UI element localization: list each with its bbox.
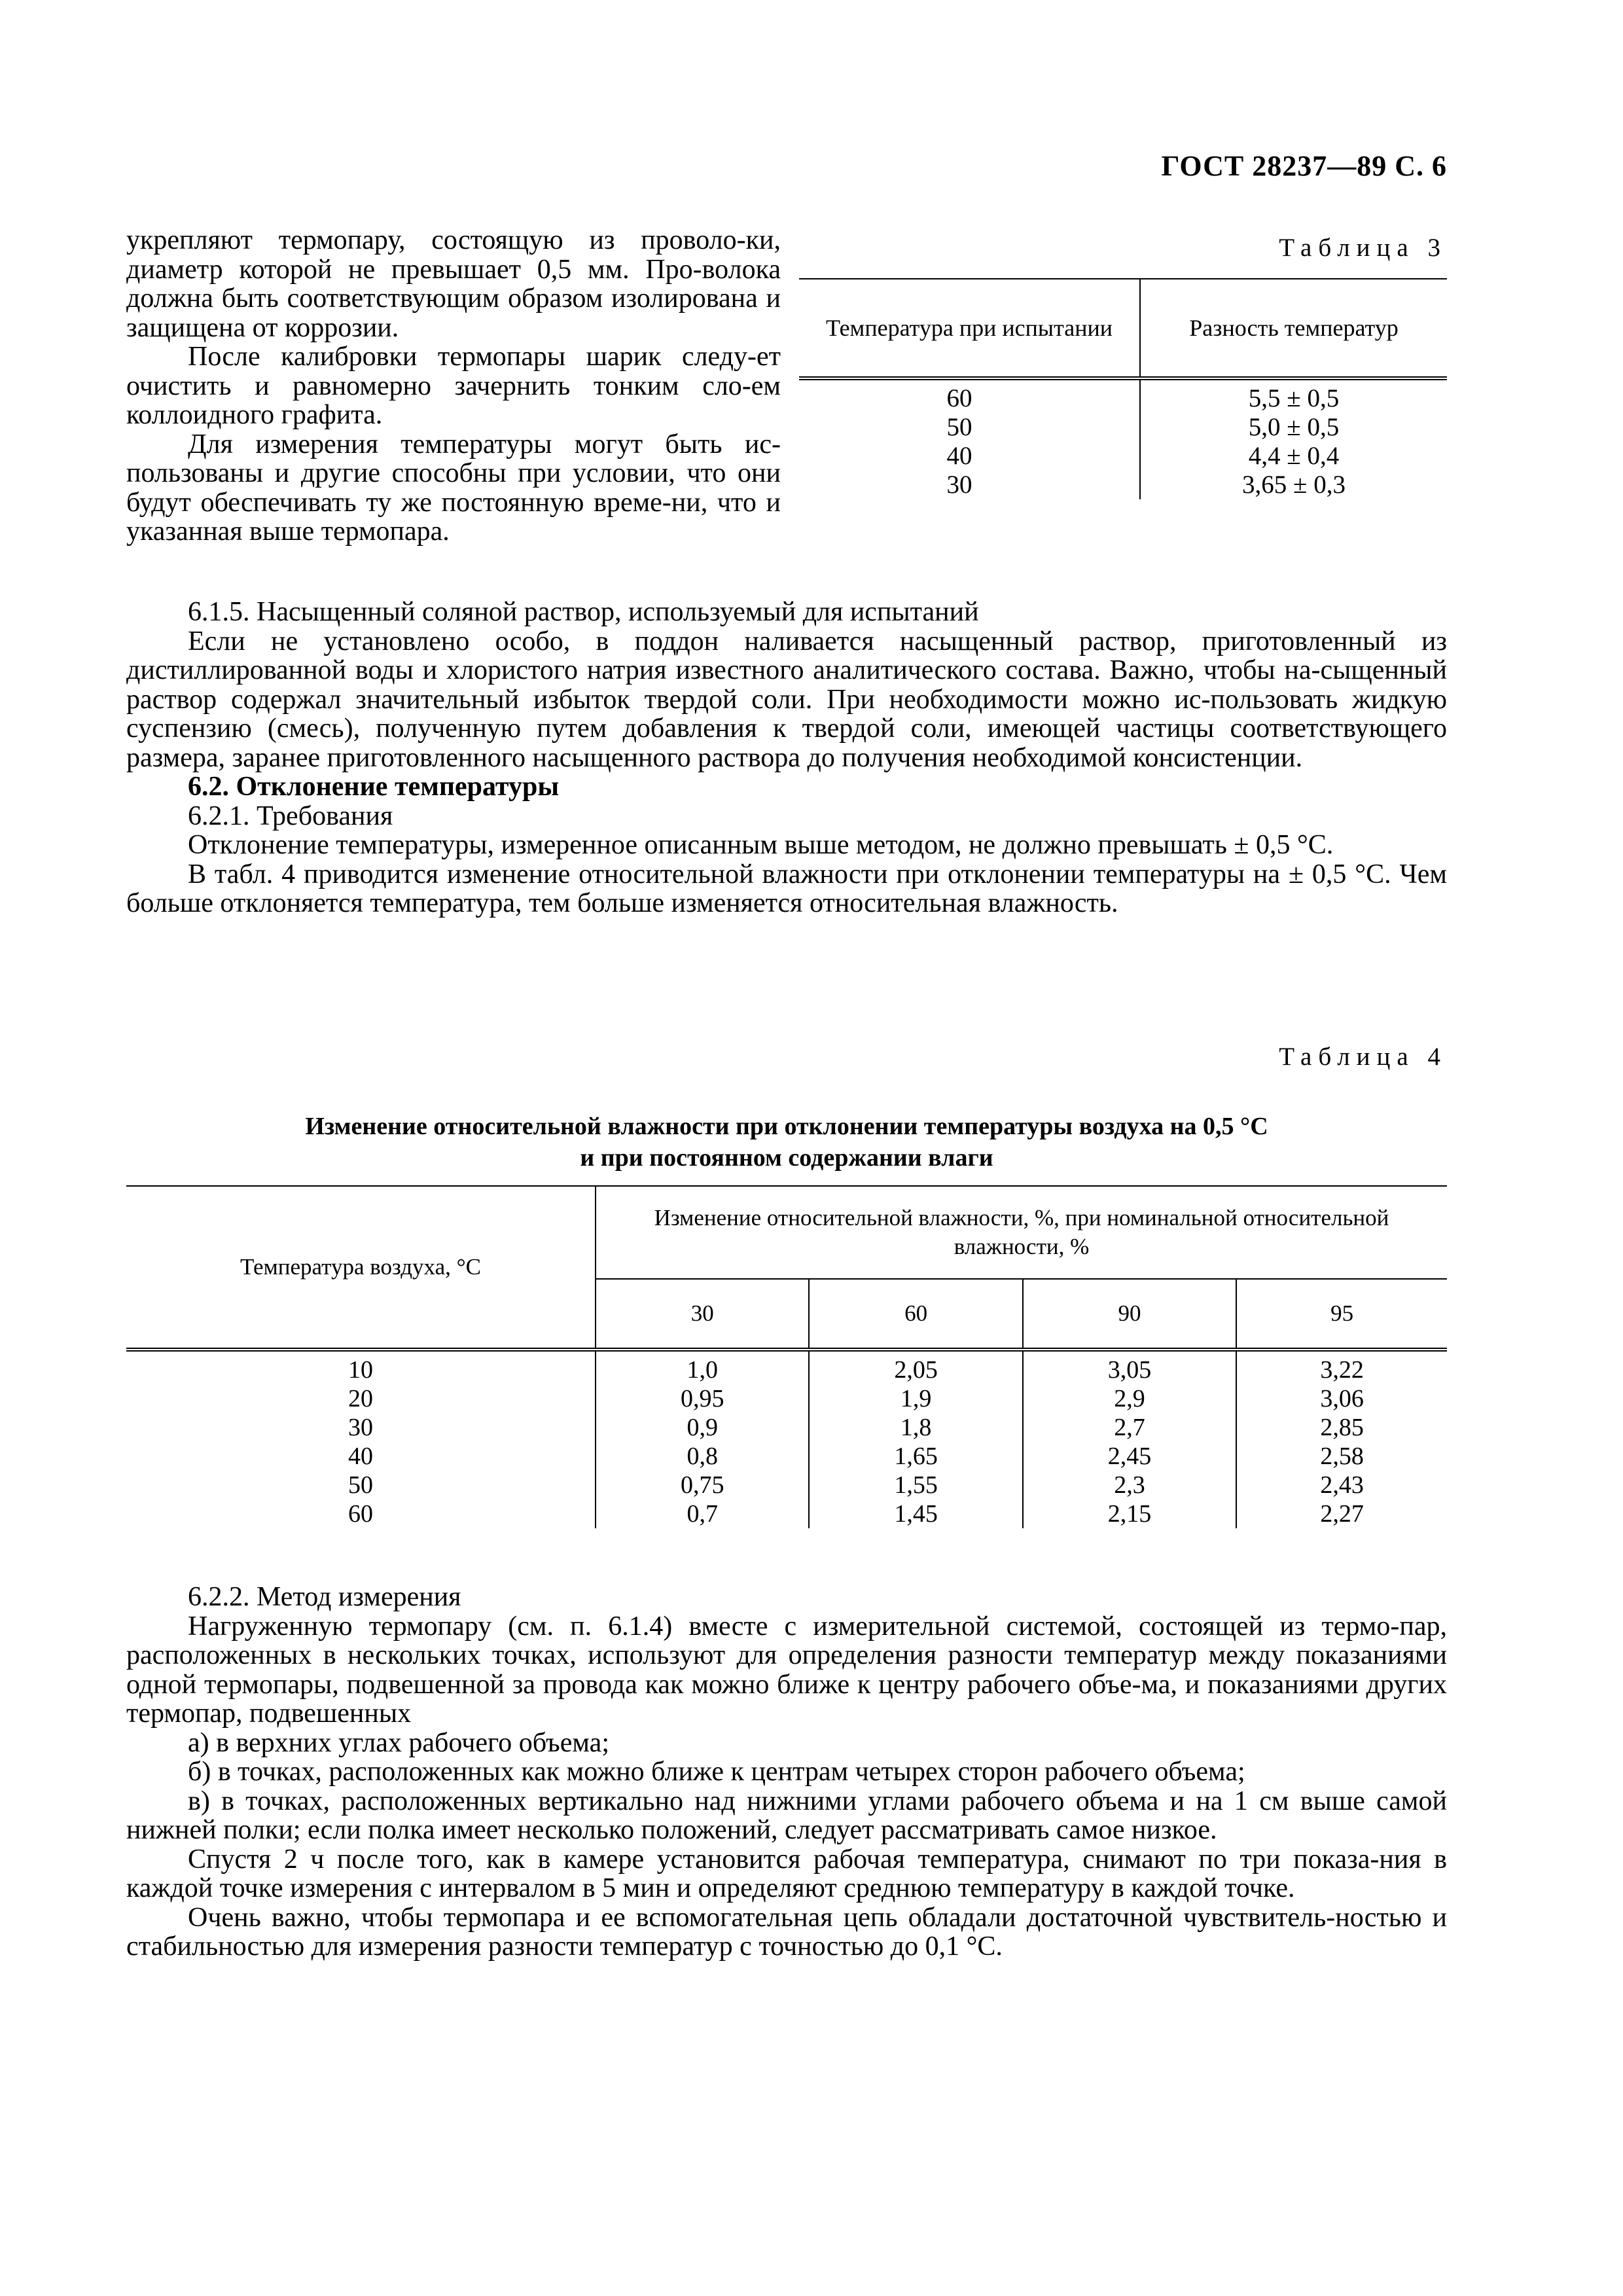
table-row [799, 442, 1447, 471]
table-cell: 1,45 [809, 1499, 1022, 1528]
table-cell: 20 [348, 1385, 373, 1412]
table-cell: 2,3 [1023, 1471, 1236, 1499]
table-cell: 2,15 [1023, 1499, 1236, 1528]
table-cell: 1,0 [596, 1350, 809, 1384]
table-row [126, 1442, 1447, 1471]
table-3-header-temperature-difference: Разность температур [1140, 279, 1447, 378]
paragraph: укрепляют термопару, состоящую из проволо-ки, диаметр которой не превышает 0,5 мм. Про-волока должна быть соответствующим образом изолирована и защищена от коррозии. [126, 225, 781, 343]
table-4-header-air-temperature: Температура воздуха, °С [126, 1186, 596, 1350]
table-cell: 40 [348, 1443, 373, 1470]
table-cell: 4,4 ± 0,4 [1248, 442, 1340, 470]
table-cell: 30 [348, 1414, 373, 1441]
table-row [126, 1471, 1447, 1499]
table-cell: 0,9 [596, 1413, 809, 1442]
list-item: б) в точках, расположенных как можно ближе к центрам четырех сторон рабочего объема; [188, 1757, 1245, 1787]
table-cell: 60 [348, 1500, 373, 1528]
table-4-subheader: 90 [1023, 1279, 1236, 1350]
table-4-subheader: 30 [596, 1279, 809, 1350]
table-4-header-humidity-change: Изменение относительной влажности, %, при номинальной относительной влажности, % [596, 1186, 1447, 1279]
table-cell: 0,75 [596, 1471, 809, 1499]
table-cell: 1,65 [809, 1442, 1022, 1471]
paragraph: Если не установлено особо, в поддон наливается насыщенный раствор, приготовленный из дистиллированной воды и хлористого натрия известного аналитического состава. Важно, чтобы на-сыщенный раствор содержал значительный избыток твердой соли. При необходимости можно ис-пользовать жидкую суспензию (смесь), полученную путем добавления к твердой соли, имеющей частицы соответствующего размера, заранее приготовленного насыщенного раствора до получения необходимой консистенции. [126, 626, 1447, 773]
section-heading-6-2-2: 6.2.2. Метод измерения [188, 1582, 461, 1612]
table-row [126, 1413, 1447, 1442]
table-4-title [126, 1111, 1447, 1174]
main-text [126, 598, 1447, 918]
table-cell: 1,55 [809, 1471, 1022, 1499]
section-heading-6-2-1: 6.2.1. Требования [188, 800, 393, 831]
table-4-title-line: и при постоянном содержании влаги [580, 1144, 993, 1172]
table-cell: 1,8 [809, 1413, 1022, 1442]
paragraph: Очень важно, чтобы термопара и ее вспомогательная цепь обладали достаточной чувствитель-ностью и стабильностью для измерения разности температур с точностью до 0,1 °С. [126, 1902, 1447, 1962]
table-cell: 0,8 [596, 1442, 809, 1471]
table-cell: 3,65 ± 0,3 [1242, 471, 1346, 499]
table-row [799, 378, 1447, 413]
section-heading-6-1-5: 6.1.5. Насыщенный соляной раствор, используемый для испытаний [188, 597, 979, 627]
left-column-text [126, 226, 781, 547]
paragraph: В табл. 4 приводится изменение относительной влажности при отклонении температуры на ± 0,5 °С. Чем больше отклоняется температура, тем больше изменяется относительная влажность. [126, 859, 1447, 918]
table-cell: 50 [799, 413, 1140, 442]
table-cell: 40 [799, 442, 1140, 471]
paragraph: Для измерения температуры могут быть ис-пользованы и другие способны при условии, что они будут обеспечивать ту же постоянную време-ни, что и указанная выше термопара. [126, 429, 781, 547]
table-cell: 3,06 [1236, 1384, 1447, 1413]
table-row [126, 1499, 1447, 1528]
table-4-title-line: Изменение относительной влажности при отклонении температуры воздуха на 0,5 °С [305, 1113, 1268, 1140]
table-cell: 2,05 [809, 1350, 1022, 1384]
table-cell: 3,05 [1023, 1350, 1236, 1384]
table-cell: 5,5 ± 0,5 [1248, 384, 1340, 412]
table-cell: 2,58 [1236, 1442, 1447, 1471]
table-4-subheader: 95 [1236, 1279, 1447, 1350]
table-row [799, 413, 1447, 442]
table-cell: 10 [348, 1356, 373, 1384]
table-cell: 3,22 [1236, 1350, 1447, 1384]
table-cell: 5,0 ± 0,5 [1248, 413, 1340, 441]
table-cell: 0,7 [596, 1499, 809, 1528]
table-row [799, 471, 1447, 499]
paragraph: Нагруженную термопару (см. п. 6.1.4) вместе с измерительной системой, состоящей из термо-пар, расположенных в нескольких точках, используют для определения разности температур между показаниями одной термопары, подвешенной за провода как можно ближе к центру рабочего объе-ма, и показаниями других термопар, подвешенных [126, 1611, 1447, 1729]
paragraph: После калибровки термопары шарик следу-ет очистить и равномерно зачернить тонким сло-ем коллоидного графита. [126, 342, 781, 430]
section-heading-6-2: 6.2. Отклонение температуры [188, 772, 560, 802]
table-cell: 2,85 [1236, 1413, 1447, 1442]
table-3-label: Таблица 3 [1279, 234, 1447, 262]
bottom-text [126, 1583, 1447, 1962]
list-item: в) в точках, расположенных вертикально над нижними углами рабочего объема и на 1 см выше самой нижней полки; если полка имеет несколько положений, следует рассматривать самое низкое. [126, 1785, 1447, 1845]
paragraph: Отклонение температуры, измеренное описанным выше методом, не должно превышать ± 0,5 °С. [188, 830, 1334, 860]
table-cell: 2,27 [1236, 1499, 1447, 1528]
table-cell: 1,9 [809, 1384, 1022, 1413]
table-cell: 50 [348, 1471, 373, 1499]
table-cell: 2,7 [1023, 1413, 1236, 1442]
table-cell: 0,95 [596, 1384, 809, 1413]
table-cell: 60 [799, 378, 1140, 413]
table-cell: 2,9 [1023, 1384, 1236, 1413]
table-4-label: Таблица 4 [1279, 1043, 1447, 1071]
table-cell: 2,45 [1023, 1442, 1236, 1471]
table-row [126, 1384, 1447, 1413]
page-header-gost-number: ГОСТ 28237—89 С. 6 [1161, 150, 1447, 182]
list-item: а) в верхних углах рабочего объема; [188, 1727, 609, 1758]
table-3 [799, 278, 1447, 499]
table-row [126, 1350, 1447, 1384]
table-cell: 30 [799, 471, 1140, 499]
table-4-subheader: 60 [809, 1279, 1022, 1350]
table-cell: 2,43 [1236, 1471, 1447, 1499]
table-4 [126, 1185, 1447, 1528]
table-3-header-test-temperature: Температура при испытании [799, 279, 1140, 378]
paragraph: Спустя 2 ч после того, как в камере установится рабочая температура, снимают по три показа-ния в каждой точке измерения с интервалом в 5 мин и определяют среднюю температуру в каждой точке. [126, 1844, 1447, 1903]
